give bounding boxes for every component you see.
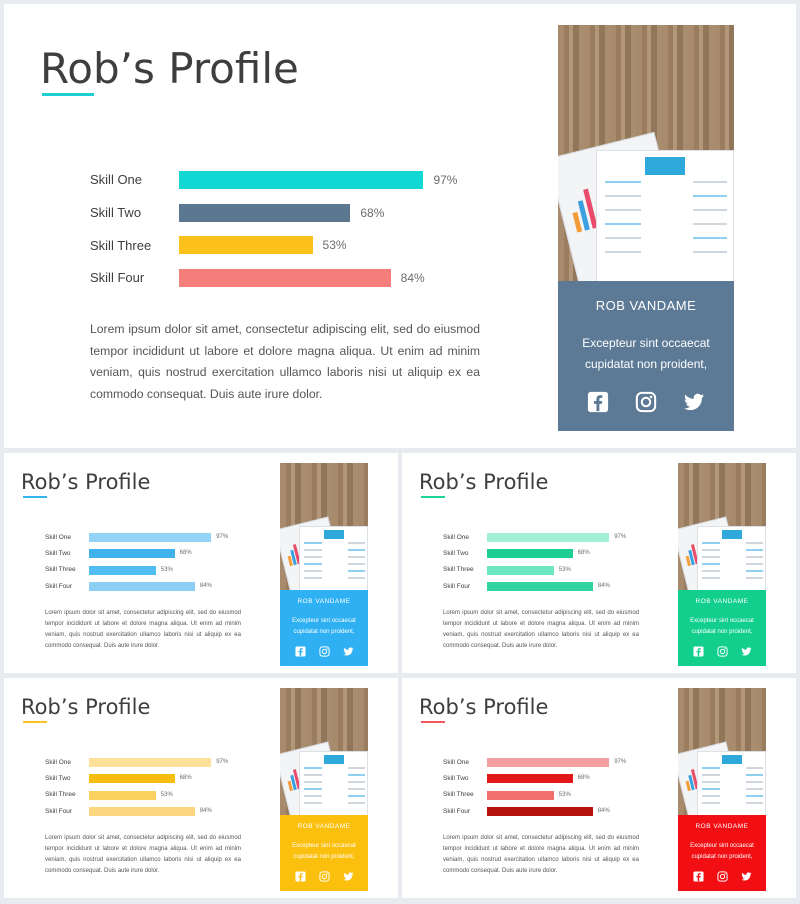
- instagram-icon[interactable]: [319, 646, 330, 657]
- resume-text-line: [304, 788, 322, 790]
- resume-text-line: [746, 570, 763, 572]
- title-underline: [42, 93, 94, 96]
- twitter-icon[interactable]: [343, 871, 354, 882]
- resume-text-line: [605, 251, 641, 253]
- resume-text-line: [304, 577, 322, 579]
- profile-card: [558, 25, 734, 431]
- resume-text-line: [348, 563, 365, 565]
- skill-label: Skill Three: [45, 791, 76, 799]
- skill-percent: 68%: [577, 775, 590, 782]
- profile-name: ROB VANDAME: [595, 298, 697, 313]
- twitter-icon[interactable]: [741, 871, 752, 882]
- skill-percent: 97%: [614, 533, 627, 540]
- profile-tagline: Excepteur sint occaecat cupidatat non proident,: [690, 618, 754, 635]
- resume-text-line: [693, 223, 727, 225]
- skill-bar-fill: [89, 549, 175, 558]
- skill-bar: [89, 758, 211, 767]
- resume-photo: [280, 688, 368, 815]
- profile-slide[interactable]: [4, 4, 796, 448]
- resume-text-line: [693, 209, 727, 211]
- skill-label: Skill Three: [443, 791, 474, 799]
- resume-text-line: [304, 570, 322, 572]
- skill-bar: [89, 791, 156, 800]
- profile-tagline: Excepteur sint occaecat cupidatat non proident,: [292, 843, 356, 860]
- skill-label: Skill One: [45, 533, 72, 541]
- resume-sheet-front: [596, 150, 734, 281]
- resume-text-line: [304, 767, 322, 769]
- resume-text-line: [702, 570, 720, 572]
- resume-text-line: [348, 577, 365, 579]
- skill-bar-fill: [89, 566, 156, 575]
- social-links: [558, 391, 734, 413]
- facebook-icon[interactable]: [587, 391, 609, 413]
- skill-percent: 84%: [597, 807, 610, 814]
- skill-label: Skill One: [45, 758, 72, 766]
- skill-bar: [179, 204, 350, 222]
- skill-label: Skill Four: [90, 270, 145, 286]
- skill-label: Skill Four: [443, 582, 471, 590]
- facebook-icon[interactable]: [693, 871, 704, 882]
- profile-slide[interactable]: [402, 678, 796, 898]
- resume-photo: [678, 463, 766, 590]
- skill-bar: [487, 791, 554, 800]
- skill-bar: [89, 774, 175, 783]
- resume-text-line: [702, 542, 720, 544]
- resume-text-line: [304, 556, 322, 558]
- resume-text-line: [702, 795, 720, 797]
- resume-text-line: [746, 774, 763, 776]
- profile-name: ROB VANDAME: [695, 823, 749, 830]
- resume-sheet-front: [697, 751, 766, 816]
- resume-text-line: [702, 788, 720, 790]
- instagram-icon[interactable]: [635, 391, 657, 413]
- resume-text-line: [693, 251, 727, 253]
- skill-bar: [89, 582, 195, 591]
- twitter-icon[interactable]: [343, 646, 354, 657]
- profile-tagline: Excepteur sint occaecat cupidatat non proident,: [582, 336, 710, 371]
- skill-bar: [487, 533, 609, 542]
- skill-bar-fill: [89, 807, 195, 816]
- resume-text-line: [605, 181, 641, 183]
- skill-bar-fill: [487, 807, 593, 816]
- resume-text-line: [702, 549, 720, 551]
- skill-percent: 53%: [558, 791, 571, 798]
- resume-sheet-front: [299, 526, 368, 591]
- resume-header-block: [324, 530, 344, 539]
- skill-bar-fill: [487, 566, 554, 575]
- skill-bar-fill: [487, 582, 593, 591]
- skill-label: Skill One: [443, 758, 470, 766]
- profile-name: ROB VANDAME: [297, 823, 351, 830]
- resume-photo: [558, 25, 734, 281]
- title-underline: [421, 721, 445, 723]
- skill-percent: 68%: [179, 775, 192, 782]
- skill-bar-fill: [179, 171, 423, 189]
- resume-sheet-front: [697, 526, 766, 591]
- profile-card-info: [558, 281, 734, 431]
- resume-text-line: [304, 795, 322, 797]
- resume-text-line: [702, 563, 720, 565]
- skill-bar: [179, 269, 391, 287]
- skill-label: Skill Four: [443, 807, 471, 815]
- skill-bar-fill: [89, 582, 195, 591]
- skill-bar-fill: [487, 791, 554, 800]
- resume-text-line: [693, 237, 727, 239]
- skill-percent: 84%: [597, 582, 610, 589]
- slide-title: Rob’s Profile: [21, 695, 151, 719]
- profile-card-info: [280, 590, 368, 666]
- profile-card: [280, 463, 368, 666]
- resume-text-line: [304, 781, 322, 783]
- skill-bar-fill: [487, 549, 573, 558]
- skill-bar-fill: [89, 758, 211, 767]
- skill-percent: 97%: [216, 533, 229, 540]
- skill-label: Skill Two: [45, 549, 71, 557]
- skill-label: Skill Three: [90, 237, 152, 253]
- skill-percent: 84%: [199, 807, 212, 814]
- profile-description: Lorem ipsum dolor sit amet, consectetur adipiscing elit, sed do eiusmod tempor incididunt ut labore et dolore magna aliqua. Ut enim ad minim veniam, quis nostrud exercitation ullamco laboris nisi ut aliquip ex ea commodo consequat. Duis aute irure dolor.: [443, 610, 639, 649]
- resume-text-line: [746, 767, 763, 769]
- resume-text-line: [746, 577, 763, 579]
- resume-text-line: [304, 774, 322, 776]
- skill-percent: 84%: [199, 582, 212, 589]
- title-underline: [23, 721, 47, 723]
- skill-label: Skill Two: [443, 549, 469, 557]
- skill-bar: [89, 533, 211, 542]
- resume-text-line: [348, 570, 365, 572]
- title-underline: [421, 496, 445, 498]
- slide-title: Rob’s Profile: [40, 44, 299, 93]
- skill-bar: [487, 807, 593, 816]
- skill-label: Skill Three: [45, 566, 76, 574]
- skill-percent: 97%: [433, 172, 458, 187]
- resume-text-line: [348, 774, 365, 776]
- profile-card-info: [678, 815, 766, 891]
- skill-bar: [89, 549, 175, 558]
- social-links: [678, 871, 766, 882]
- resume-text-line: [702, 781, 720, 783]
- resume-text-line: [348, 767, 365, 769]
- resume-text-line: [693, 181, 727, 183]
- skill-percent: 53%: [322, 238, 347, 253]
- profile-card: [678, 688, 766, 891]
- resume-text-line: [304, 549, 322, 551]
- skill-bar: [179, 236, 313, 254]
- instagram-icon[interactable]: [717, 646, 728, 657]
- skill-label: Skill Two: [45, 774, 71, 782]
- profile-description: Lorem ipsum dolor sit amet, consectetur adipiscing elit, sed do eiusmod tempor incididunt ut labore et dolore magna aliqua. Ut enim ad minim veniam, quis nostrud exercitation ullamco laboris nisi ut aliquip ex ea commodo consequat. Duis aute irure dolor.: [45, 835, 241, 874]
- slide-title: Rob’s Profile: [21, 470, 151, 494]
- resume-text-line: [693, 195, 727, 197]
- profile-slide[interactable]: [402, 453, 796, 673]
- profile-description: Lorem ipsum dolor sit amet, consectetur adipiscing elit, sed do eiusmod tempor incididunt ut labore et dolore magna aliqua. Ut enim ad minim veniam, quis nostrud exercitation ullamco laboris nisi ut aliquip ex ea commodo consequat. Duis aute irure dolor.: [443, 835, 639, 874]
- skill-percent: 84%: [400, 270, 425, 285]
- instagram-icon[interactable]: [717, 871, 728, 882]
- skill-label: Skill Four: [45, 807, 73, 815]
- resume-text-line: [605, 195, 641, 197]
- skill-bar-fill: [179, 236, 313, 254]
- resume-text-line: [304, 802, 322, 804]
- resume-text-line: [702, 802, 720, 804]
- skill-bar: [89, 566, 156, 575]
- slide-title: Rob’s Profile: [419, 695, 549, 719]
- skill-bar-fill: [487, 758, 609, 767]
- resume-text-line: [702, 774, 720, 776]
- skill-bar-fill: [179, 269, 391, 287]
- skill-percent: 97%: [614, 758, 627, 765]
- skill-bar: [89, 807, 195, 816]
- skill-bar: [179, 171, 423, 189]
- skill-label: Skill Two: [90, 204, 142, 220]
- skill-bar-fill: [89, 791, 156, 800]
- resume-text-line: [746, 556, 763, 558]
- social-links: [280, 646, 368, 657]
- skill-label: Skill Three: [443, 566, 474, 574]
- skill-label: Skill Two: [443, 774, 469, 782]
- resume-text-line: [348, 549, 365, 551]
- profile-card: [678, 463, 766, 666]
- resume-text-line: [746, 563, 763, 565]
- resume-text-line: [605, 237, 641, 239]
- resume-text-line: [702, 556, 720, 558]
- facebook-icon[interactable]: [295, 646, 306, 657]
- social-links: [280, 871, 368, 882]
- skill-label: Skill One: [90, 172, 143, 188]
- resume-text-line: [702, 577, 720, 579]
- profile-name: ROB VANDAME: [297, 598, 351, 605]
- skill-bar-fill: [487, 533, 609, 542]
- profile-card-info: [678, 590, 766, 666]
- resume-header-block: [645, 157, 685, 175]
- resume-text-line: [702, 767, 720, 769]
- skill-bar: [487, 774, 573, 783]
- resume-sheet-front: [299, 751, 368, 816]
- skill-bar-fill: [179, 204, 350, 222]
- resume-text-line: [348, 781, 365, 783]
- title-underline: [23, 496, 47, 498]
- skill-bar-fill: [89, 533, 211, 542]
- resume-text-line: [304, 563, 322, 565]
- resume-text-line: [348, 802, 365, 804]
- skill-percent: 53%: [160, 791, 173, 798]
- resume-header-block: [722, 530, 742, 539]
- instagram-icon[interactable]: [319, 871, 330, 882]
- twitter-icon[interactable]: [683, 391, 705, 413]
- resume-text-line: [605, 209, 641, 211]
- twitter-icon[interactable]: [741, 646, 752, 657]
- profile-name: ROB VANDAME: [695, 598, 749, 605]
- slide-title: Rob’s Profile: [419, 470, 549, 494]
- resume-header-block: [324, 755, 344, 764]
- skill-percent: 68%: [577, 550, 590, 557]
- resume-text-line: [746, 788, 763, 790]
- resume-text-line: [746, 802, 763, 804]
- resume-text-line: [304, 542, 322, 544]
- profile-tagline: Excepteur sint occaecat cupidatat non proident,: [292, 618, 356, 635]
- skill-percent: 53%: [160, 566, 173, 573]
- resume-text-line: [348, 788, 365, 790]
- skill-percent: 97%: [216, 758, 229, 765]
- resume-photo: [280, 463, 368, 590]
- profile-description: Lorem ipsum dolor sit amet, consectetur adipiscing elit, sed do eiusmod tempor incididunt ut labore et dolore magna aliqua. Ut enim ad minim veniam, quis nostrud exercitation ullamco laboris nisi ut aliquip ex ea commodo consequat. Duis aute irure dolor.: [45, 610, 241, 649]
- social-links: [678, 646, 766, 657]
- skill-percent: 68%: [179, 550, 192, 557]
- resume-header-block: [722, 755, 742, 764]
- profile-card: [280, 688, 368, 891]
- skill-percent: 53%: [558, 566, 571, 573]
- profile-slide[interactable]: [4, 453, 398, 673]
- profile-description: Lorem ipsum dolor sit amet, consectetur adipiscing elit, sed do eiusmod tempor incididunt ut labore et dolore magna aliqua. Ut enim ad minim veniam, quis nostrud exercitation ullamco laboris nisi ut aliquip ex ea commodo consequat. Duis aute irure dolor.: [90, 322, 480, 401]
- skill-label: Skill Four: [45, 582, 73, 590]
- resume-photo: [678, 688, 766, 815]
- skill-bar-fill: [487, 774, 573, 783]
- profile-card-info: [280, 815, 368, 891]
- facebook-icon[interactable]: [295, 871, 306, 882]
- skill-bar: [487, 582, 593, 591]
- facebook-icon[interactable]: [693, 646, 704, 657]
- skill-bar: [487, 549, 573, 558]
- skill-label: Skill One: [443, 533, 470, 541]
- resume-text-line: [746, 781, 763, 783]
- skill-bar-fill: [89, 774, 175, 783]
- resume-text-line: [746, 795, 763, 797]
- resume-text-line: [746, 542, 763, 544]
- resume-text-line: [348, 556, 365, 558]
- profile-tagline: Excepteur sint occaecat cupidatat non proident,: [690, 843, 754, 860]
- resume-text-line: [348, 795, 365, 797]
- skill-bar: [487, 758, 609, 767]
- profile-slide[interactable]: [4, 678, 398, 898]
- skill-bar: [487, 566, 554, 575]
- skill-percent: 68%: [360, 205, 385, 220]
- resume-text-line: [746, 549, 763, 551]
- resume-text-line: [605, 223, 641, 225]
- resume-text-line: [348, 542, 365, 544]
